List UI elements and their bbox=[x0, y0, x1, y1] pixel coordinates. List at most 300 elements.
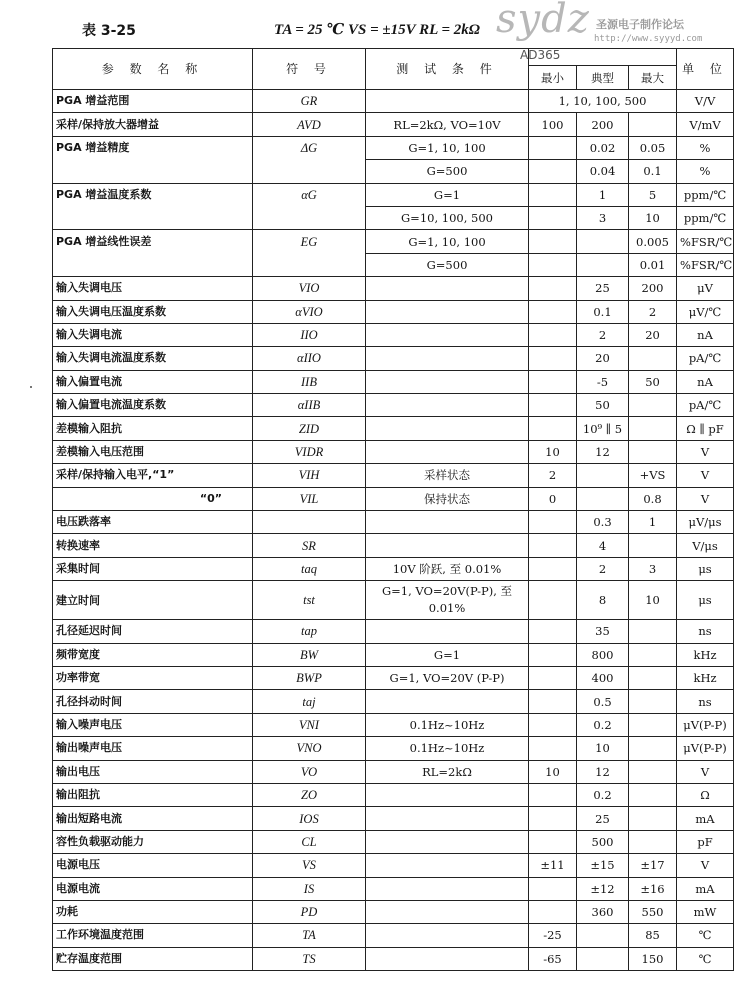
typ-cell bbox=[577, 947, 629, 970]
typ-cell: 1 bbox=[577, 183, 629, 206]
param-cell: 电源电压 bbox=[53, 854, 253, 877]
unit-cell: μV bbox=[677, 277, 734, 300]
typ-cell: 0.5 bbox=[577, 690, 629, 713]
table-row bbox=[53, 113, 734, 136]
condition-cell bbox=[366, 877, 529, 900]
typ-cell: -5 bbox=[577, 370, 629, 393]
max-cell: 10 bbox=[629, 581, 677, 620]
symbol-cell: BW bbox=[253, 643, 366, 666]
param-cell: PGA 增益精度 bbox=[53, 136, 253, 159]
min-cell bbox=[529, 511, 577, 534]
unit-cell: pA/℃ bbox=[677, 347, 734, 370]
condition-cell bbox=[366, 300, 529, 323]
param-cell: 输入偏置电流 bbox=[53, 370, 253, 393]
unit-cell: μV/℃ bbox=[677, 300, 734, 323]
condition-cell bbox=[366, 534, 529, 557]
symbol-cell: EG bbox=[253, 230, 366, 253]
max-cell: 3 bbox=[629, 557, 677, 580]
max-cell: 5 bbox=[629, 183, 677, 206]
symbol-cell: IOS bbox=[253, 807, 366, 830]
min-cell bbox=[529, 183, 577, 206]
min-cell bbox=[529, 581, 577, 620]
param-cell: 采集时间 bbox=[53, 557, 253, 580]
max-cell: ±17 bbox=[629, 854, 677, 877]
condition-cell bbox=[366, 440, 529, 463]
table-row bbox=[53, 394, 734, 417]
param-cell: 输出电压 bbox=[53, 760, 253, 783]
min-cell bbox=[529, 737, 577, 760]
param-cell: 功率带宽 bbox=[53, 666, 253, 689]
table-row bbox=[53, 136, 734, 159]
unit-cell: V bbox=[677, 440, 734, 463]
condition-cell: RL=2kΩ bbox=[366, 760, 529, 783]
table-row bbox=[53, 323, 734, 346]
min-cell: 2 bbox=[529, 464, 577, 487]
symbol-cell: VO bbox=[253, 760, 366, 783]
table-row bbox=[53, 230, 734, 253]
typ-cell: 50 bbox=[577, 394, 629, 417]
watermark-logo: sydz bbox=[496, 0, 590, 42]
table-row bbox=[53, 760, 734, 783]
unit-cell: μs bbox=[677, 581, 734, 620]
typ-cell: 0.02 bbox=[577, 136, 629, 159]
symbol-cell: VIL bbox=[253, 487, 366, 510]
param-cell: 差模输入电压范围 bbox=[53, 440, 253, 463]
condition-cell bbox=[366, 690, 529, 713]
spec-table bbox=[52, 48, 734, 971]
condition-cell: G=1 bbox=[366, 183, 529, 206]
symbol-cell: IS bbox=[253, 877, 366, 900]
test-conditions: TA = 25 ℃ VS = ±15V RL = 2kΩ bbox=[274, 22, 480, 38]
table-row bbox=[53, 783, 734, 806]
condition-cell bbox=[366, 854, 529, 877]
condition-cell bbox=[366, 900, 529, 923]
max-cell bbox=[629, 737, 677, 760]
col-header-min: 最小 bbox=[529, 66, 577, 90]
typ-cell: 360 bbox=[577, 900, 629, 923]
col-header-values-group bbox=[529, 49, 677, 66]
typ-cell: 12 bbox=[577, 760, 629, 783]
symbol-cell bbox=[253, 160, 366, 183]
condition-cell bbox=[366, 323, 529, 346]
typ-cell: 8 bbox=[577, 581, 629, 620]
symbol-cell: CL bbox=[253, 830, 366, 853]
min-cell bbox=[529, 783, 577, 806]
typ-cell bbox=[577, 230, 629, 253]
unit-cell: Ω ∥ pF bbox=[677, 417, 734, 440]
symbol-cell: TA bbox=[253, 924, 366, 947]
table-row bbox=[53, 924, 734, 947]
param-cell: 输出噪声电压 bbox=[53, 737, 253, 760]
symbol-cell: αVIO bbox=[253, 300, 366, 323]
symbol-cell: VNO bbox=[253, 737, 366, 760]
symbol-cell: PD bbox=[253, 900, 366, 923]
condition-cell bbox=[366, 370, 529, 393]
min-cell bbox=[529, 370, 577, 393]
min-cell: ±11 bbox=[529, 854, 577, 877]
max-cell: 0.1 bbox=[629, 160, 677, 183]
symbol-cell: ZO bbox=[253, 783, 366, 806]
typ-cell: 10 bbox=[577, 737, 629, 760]
param-cell: 输入噪声电压 bbox=[53, 713, 253, 736]
table-row bbox=[53, 620, 734, 643]
max-cell bbox=[629, 394, 677, 417]
min-cell: 100 bbox=[529, 113, 577, 136]
param-cell: 电压跌落率 bbox=[53, 511, 253, 534]
unit-cell: μV/μs bbox=[677, 511, 734, 534]
table-row bbox=[53, 690, 734, 713]
min-cell bbox=[529, 666, 577, 689]
param-cell: 频带宽度 bbox=[53, 643, 253, 666]
max-cell bbox=[629, 417, 677, 440]
table-row bbox=[53, 440, 734, 463]
typ-cell: 0.1 bbox=[577, 300, 629, 323]
table-title: 表 3-25 bbox=[82, 23, 136, 39]
condition-cell bbox=[366, 277, 529, 300]
table-row bbox=[53, 347, 734, 370]
col-header-max: 最大 bbox=[629, 66, 677, 90]
max-cell: 150 bbox=[629, 947, 677, 970]
col-header-param: 参 数 名 称 bbox=[53, 49, 253, 90]
condition-cell: G=1 bbox=[366, 643, 529, 666]
max-cell: 200 bbox=[629, 277, 677, 300]
table-row bbox=[53, 511, 734, 534]
condition-cell bbox=[366, 924, 529, 947]
max-cell: +VS bbox=[629, 464, 677, 487]
min-cell: 0 bbox=[529, 487, 577, 510]
unit-cell: ℃ bbox=[677, 947, 734, 970]
symbol-cell bbox=[253, 511, 366, 534]
condition-cell bbox=[366, 511, 529, 534]
condition-cell: G=1, VO=20V (P-P) bbox=[366, 666, 529, 689]
param-cell: 孔径抖动时间 bbox=[53, 690, 253, 713]
table-row bbox=[53, 183, 734, 206]
symbol-cell: VIDR bbox=[253, 440, 366, 463]
condition-cell bbox=[366, 394, 529, 417]
condition-cell: G=1, 10, 100 bbox=[366, 230, 529, 253]
symbol-cell bbox=[253, 253, 366, 276]
symbol-cell: VIH bbox=[253, 464, 366, 487]
param-cell: 贮存温度范围 bbox=[53, 947, 253, 970]
table-row bbox=[53, 807, 734, 830]
condition-cell bbox=[366, 830, 529, 853]
table-row bbox=[53, 277, 734, 300]
unit-cell: V bbox=[677, 464, 734, 487]
max-cell bbox=[629, 783, 677, 806]
typ-cell: 0.2 bbox=[577, 783, 629, 806]
max-cell: 0.8 bbox=[629, 487, 677, 510]
table-row bbox=[53, 557, 734, 580]
min-cell bbox=[529, 277, 577, 300]
param-cell: PGA 增益范围 bbox=[53, 90, 253, 113]
max-cell bbox=[629, 643, 677, 666]
max-cell: 1 bbox=[629, 511, 677, 534]
unit-cell: V/μs bbox=[677, 534, 734, 557]
typ-cell: 3 bbox=[577, 206, 629, 229]
condition-cell bbox=[366, 417, 529, 440]
typ-cell: 0.04 bbox=[577, 160, 629, 183]
max-cell bbox=[629, 534, 677, 557]
unit-cell: ℃ bbox=[677, 924, 734, 947]
typ-cell: 200 bbox=[577, 113, 629, 136]
max-cell bbox=[629, 830, 677, 853]
condition-cell: 10V 阶跃, 至 0.01% bbox=[366, 557, 529, 580]
min-cell bbox=[529, 417, 577, 440]
header-row bbox=[53, 49, 734, 66]
condition-cell bbox=[366, 620, 529, 643]
condition-cell bbox=[366, 947, 529, 970]
min-cell bbox=[529, 557, 577, 580]
symbol-cell: αIIO bbox=[253, 347, 366, 370]
max-cell: 550 bbox=[629, 900, 677, 923]
param-cell: PGA 增益线性误差 bbox=[53, 230, 253, 253]
unit-cell: ppm/℃ bbox=[677, 183, 734, 206]
unit-cell: ppm/℃ bbox=[677, 206, 734, 229]
max-cell: 0.05 bbox=[629, 136, 677, 159]
typ-cell: 35 bbox=[577, 620, 629, 643]
max-cell bbox=[629, 666, 677, 689]
symbol-cell: IIO bbox=[253, 323, 366, 346]
max-cell bbox=[629, 440, 677, 463]
symbol-cell: ΔG bbox=[253, 136, 366, 159]
typ-cell: 500 bbox=[577, 830, 629, 853]
symbol-cell: taj bbox=[253, 690, 366, 713]
max-cell: 0.005 bbox=[629, 230, 677, 253]
param-cell: 转换速率 bbox=[53, 534, 253, 557]
min-cell bbox=[529, 323, 577, 346]
symbol-cell: TS bbox=[253, 947, 366, 970]
condition-cell: RL=2kΩ, VO=10V bbox=[366, 113, 529, 136]
param-cell: PGA 增益温度系数 bbox=[53, 183, 253, 206]
param-cell: 孔径延迟时间 bbox=[53, 620, 253, 643]
condition-cell: 保持状态 bbox=[366, 487, 529, 510]
param-cell: 输入失调电流温度系数 bbox=[53, 347, 253, 370]
watermark-site-title: 圣源电子制作论坛 bbox=[596, 18, 684, 31]
symbol-cell: SR bbox=[253, 534, 366, 557]
unit-cell: kHz bbox=[677, 643, 734, 666]
symbol-cell: αG bbox=[253, 183, 366, 206]
unit-cell: %FSR/℃ bbox=[677, 253, 734, 276]
min-cell bbox=[529, 877, 577, 900]
table-row bbox=[53, 830, 734, 853]
unit-cell: Ω bbox=[677, 783, 734, 806]
param-cell: 输入失调电压 bbox=[53, 277, 253, 300]
unit-cell: V/V bbox=[677, 90, 734, 113]
typ-cell: 2 bbox=[577, 323, 629, 346]
min-cell bbox=[529, 206, 577, 229]
part-number: AD365 bbox=[520, 48, 561, 62]
col-header-typ: 典型 bbox=[577, 66, 629, 90]
min-cell: 10 bbox=[529, 760, 577, 783]
min-cell bbox=[529, 300, 577, 323]
condition-cell: 0.1Hz~10Hz bbox=[366, 713, 529, 736]
min-cell bbox=[529, 230, 577, 253]
symbol-cell: GR bbox=[253, 90, 366, 113]
max-cell bbox=[629, 713, 677, 736]
min-cell bbox=[529, 807, 577, 830]
typ-cell: 0.3 bbox=[577, 511, 629, 534]
typ-cell: 400 bbox=[577, 666, 629, 689]
param-cell: 功耗 bbox=[53, 900, 253, 923]
symbol-cell: tst bbox=[253, 581, 366, 620]
param-cell: 电源电流 bbox=[53, 877, 253, 900]
symbol-cell: AVD bbox=[253, 113, 366, 136]
symbol-cell bbox=[253, 206, 366, 229]
unit-cell: % bbox=[677, 136, 734, 159]
condition-cell: G=1, VO=20V(P-P), 至 0.01% bbox=[366, 581, 529, 620]
condition-cell: G=1, 10, 100 bbox=[366, 136, 529, 159]
typ-cell: ±15 bbox=[577, 854, 629, 877]
table-row bbox=[53, 464, 734, 487]
typ-cell: 0.2 bbox=[577, 713, 629, 736]
min-cell bbox=[529, 347, 577, 370]
max-cell: 0.01 bbox=[629, 253, 677, 276]
unit-cell: V bbox=[677, 760, 734, 783]
unit-cell: V/mV bbox=[677, 113, 734, 136]
table-row bbox=[53, 253, 734, 276]
min-cell bbox=[529, 713, 577, 736]
typ-cell: ±12 bbox=[577, 877, 629, 900]
unit-cell: % bbox=[677, 160, 734, 183]
param-cell: 输入偏置电流温度系数 bbox=[53, 394, 253, 417]
condition-cell: 0.1Hz~10Hz bbox=[366, 737, 529, 760]
unit-cell: V bbox=[677, 487, 734, 510]
symbol-cell: VIO bbox=[253, 277, 366, 300]
typ-cell: 2 bbox=[577, 557, 629, 580]
param-cell bbox=[53, 206, 253, 229]
typ-cell: 12 bbox=[577, 440, 629, 463]
param-cell: 输入失调电流 bbox=[53, 323, 253, 346]
table-row bbox=[53, 947, 734, 970]
symbol-cell: αIIB bbox=[253, 394, 366, 417]
table-row bbox=[53, 854, 734, 877]
min-cell: -25 bbox=[529, 924, 577, 947]
max-cell bbox=[629, 807, 677, 830]
spec-table-body bbox=[53, 90, 734, 971]
table-row bbox=[53, 534, 734, 557]
min-cell bbox=[529, 253, 577, 276]
param-cell bbox=[53, 253, 253, 276]
min-cell: -65 bbox=[529, 947, 577, 970]
condition-cell bbox=[366, 807, 529, 830]
unit-cell: V bbox=[677, 854, 734, 877]
unit-cell: ns bbox=[677, 690, 734, 713]
table-row bbox=[53, 666, 734, 689]
param-cell: 建立时间 bbox=[53, 581, 253, 620]
table-row bbox=[53, 487, 734, 510]
min-cell bbox=[529, 394, 577, 417]
typ-cell bbox=[577, 487, 629, 510]
min-cell bbox=[529, 900, 577, 923]
table-row bbox=[53, 643, 734, 666]
margin-mark bbox=[30, 386, 32, 388]
table-row bbox=[53, 90, 734, 113]
max-cell: 20 bbox=[629, 323, 677, 346]
col-header-unit: 单 位 bbox=[677, 49, 734, 90]
col-header-condition: 测 试 条 件 bbox=[366, 49, 529, 90]
symbol-cell: BWP bbox=[253, 666, 366, 689]
condition-cell: 采样状态 bbox=[366, 464, 529, 487]
param-cell: 输入失调电压温度系数 bbox=[53, 300, 253, 323]
condition-cell bbox=[366, 347, 529, 370]
max-cell: 50 bbox=[629, 370, 677, 393]
min-cell bbox=[529, 136, 577, 159]
typ-cell: 800 bbox=[577, 643, 629, 666]
min-cell bbox=[529, 534, 577, 557]
max-cell bbox=[629, 690, 677, 713]
param-cell bbox=[53, 160, 253, 183]
symbol-cell: tap bbox=[253, 620, 366, 643]
param-cell: 采样/保持输入电平,“1” bbox=[53, 464, 253, 487]
symbol-cell: taq bbox=[253, 557, 366, 580]
param-cell: 输出阻抗 bbox=[53, 783, 253, 806]
max-cell bbox=[629, 113, 677, 136]
condition-cell bbox=[366, 90, 529, 113]
unit-cell: pF bbox=[677, 830, 734, 853]
table-row bbox=[53, 877, 734, 900]
typ-cell: 4 bbox=[577, 534, 629, 557]
symbol-cell: VNI bbox=[253, 713, 366, 736]
typ-cell: 25 bbox=[577, 277, 629, 300]
symbol-cell: ZID bbox=[253, 417, 366, 440]
unit-cell: pA/℃ bbox=[677, 394, 734, 417]
param-cell: 差模输入阻抗 bbox=[53, 417, 253, 440]
max-cell: 2 bbox=[629, 300, 677, 323]
unit-cell: μs bbox=[677, 557, 734, 580]
param-cell: 采样/保持放大器增益 bbox=[53, 113, 253, 136]
typ-cell: 10⁹ ∥ 5 bbox=[577, 417, 629, 440]
unit-cell: mW bbox=[677, 900, 734, 923]
param-cell: 输出短路电流 bbox=[53, 807, 253, 830]
min-cell bbox=[529, 160, 577, 183]
table-row bbox=[53, 737, 734, 760]
max-cell bbox=[629, 620, 677, 643]
param-cell: 容性负载驱动能力 bbox=[53, 830, 253, 853]
min-cell bbox=[529, 690, 577, 713]
min-cell bbox=[529, 643, 577, 666]
col-header-symbol: 符 号 bbox=[253, 49, 366, 90]
unit-cell: nA bbox=[677, 370, 734, 393]
table-row bbox=[53, 581, 734, 620]
max-cell bbox=[629, 347, 677, 370]
condition-cell: G=500 bbox=[366, 253, 529, 276]
table-row bbox=[53, 370, 734, 393]
table-row bbox=[53, 900, 734, 923]
max-cell: 85 bbox=[629, 924, 677, 947]
unit-cell: μV(P-P) bbox=[677, 713, 734, 736]
unit-cell: mA bbox=[677, 807, 734, 830]
min-cell bbox=[529, 620, 577, 643]
min-cell: 10 bbox=[529, 440, 577, 463]
max-cell bbox=[629, 760, 677, 783]
table-row bbox=[53, 417, 734, 440]
unit-cell: nA bbox=[677, 323, 734, 346]
param-cell: 工作环境温度范围 bbox=[53, 924, 253, 947]
condition-cell bbox=[366, 783, 529, 806]
symbol-cell: VS bbox=[253, 854, 366, 877]
min-cell bbox=[529, 830, 577, 853]
table-row bbox=[53, 300, 734, 323]
max-cell: ±16 bbox=[629, 877, 677, 900]
table-row bbox=[53, 160, 734, 183]
typ-cell: 20 bbox=[577, 347, 629, 370]
typ-cell bbox=[577, 924, 629, 947]
table-row bbox=[53, 206, 734, 229]
symbol-cell: IIB bbox=[253, 370, 366, 393]
typ-cell bbox=[577, 464, 629, 487]
condition-cell: G=10, 100, 500 bbox=[366, 206, 529, 229]
typ-cell bbox=[577, 253, 629, 276]
